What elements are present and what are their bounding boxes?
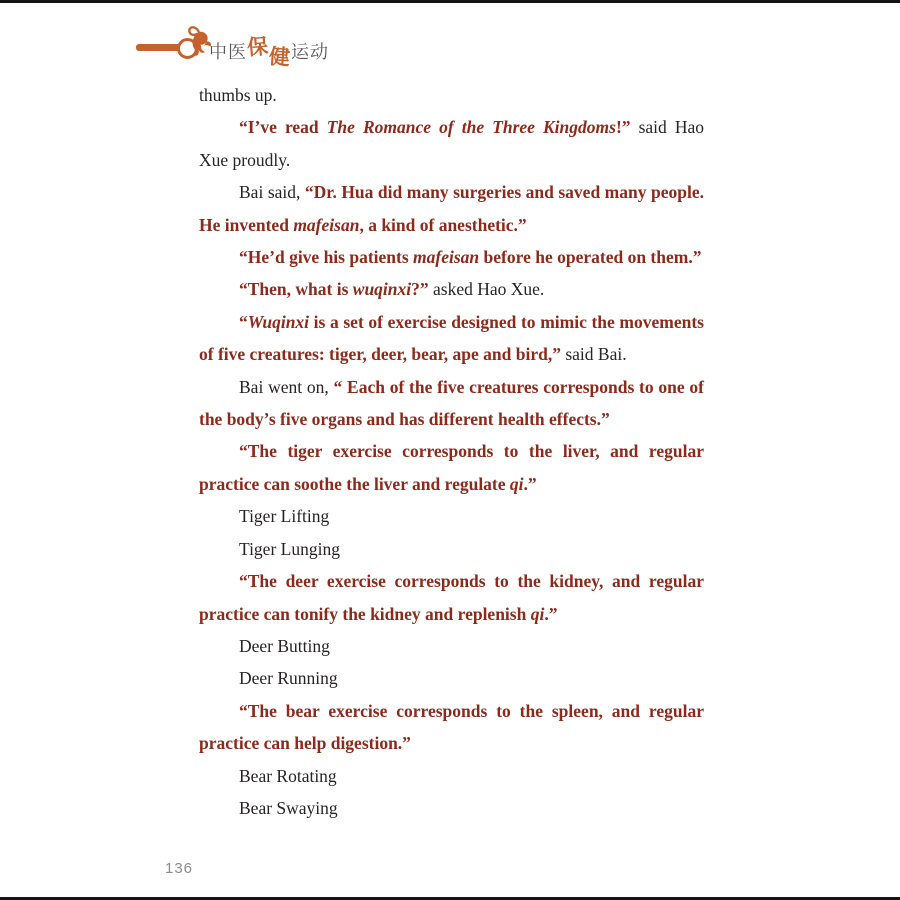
text-segment: “ [239, 311, 248, 332]
text-segment: Tiger Lunging [239, 538, 340, 559]
page-number: 136 [165, 860, 194, 877]
paragraph [199, 371, 704, 436]
paragraph [199, 500, 704, 532]
paragraph [199, 79, 704, 111]
text-segment: said Hao Xue proudly. [199, 117, 704, 170]
brand-prefix: 中医 [209, 42, 247, 62]
paragraph [199, 565, 704, 630]
text-segment: Deer Running [239, 668, 338, 689]
text-segment: .” [523, 473, 537, 494]
text-segment: “The bear exercise corresponds to the spleen, and regular practice can help digestion.” [199, 700, 704, 754]
page-edge-top [0, 0, 900, 3]
brand-highlight-char-2: 健 [268, 44, 292, 70]
paragraph [199, 630, 704, 662]
text-segment: “Then, what is [239, 279, 353, 300]
paragraph [199, 241, 704, 273]
text-segment: thumbs up. [199, 85, 277, 105]
paragraph [199, 695, 704, 760]
text-segment: “He’d give his patients [239, 247, 414, 268]
paragraph [199, 760, 704, 792]
text-segment: “The deer exercise corresponds to the kidney, and regular practice can tonify the kidney and replenish [199, 571, 704, 624]
page-text [199, 79, 704, 824]
paragraph [199, 306, 704, 371]
text-segment: .” [544, 603, 558, 624]
paragraph [199, 111, 704, 176]
paragraph [199, 533, 704, 565]
brand-title [209, 34, 329, 70]
brand-suffix: 运动 [291, 42, 329, 62]
text-segment: “I’ve read [239, 117, 327, 138]
brand-highlight-char-1: 保 [246, 34, 271, 60]
text-segment: “Dr. Hua did many surgeries and saved many people. He invented [199, 182, 704, 235]
paragraph [199, 435, 704, 500]
paragraph [199, 792, 704, 824]
text-segment: Bear Swaying [239, 797, 338, 818]
text-segment: “ Each of the five creatures corresponds to one of the body’s five organs and has different health effects.” [199, 376, 704, 430]
text-segment: before he operated on them.” [479, 247, 702, 268]
text-segment: wuqinxi [352, 279, 412, 300]
text-segment: mafeisan [293, 214, 360, 235]
text-segment: Bear Rotating [239, 765, 337, 786]
text-segment: !” [615, 117, 631, 138]
text-segment: ?” [411, 279, 429, 300]
text-segment: Bai went on, [239, 376, 334, 397]
text-segment: mafeisan [413, 247, 480, 268]
text-segment: , a kind of anesthetic.” [359, 214, 527, 235]
text-segment: qi [530, 603, 545, 624]
text-segment: asked Hao Xue. [428, 279, 545, 300]
text-segment: Deer Butting [239, 635, 330, 656]
text-segment: Wuqinxi [247, 311, 310, 332]
text-segment: said Bai. [560, 344, 627, 365]
text-segment: The Romance of the Three Kingdoms [326, 117, 616, 138]
text-segment: “The tiger exercise corresponds to the liver, and regular practice can soothe the liver and regulate [199, 441, 704, 494]
paragraph [199, 176, 704, 241]
paragraph [199, 662, 704, 694]
text-segment: Bai said, [239, 182, 305, 203]
text-segment: is a set of exercise designed to mimic the movements of five creatures: tiger, deer, bear, ape and bird,” [199, 311, 704, 365]
text-segment: Tiger Lifting [239, 506, 330, 527]
paragraph [199, 273, 704, 305]
brand-rule-bar [136, 44, 182, 51]
text-segment: qi [509, 473, 524, 494]
